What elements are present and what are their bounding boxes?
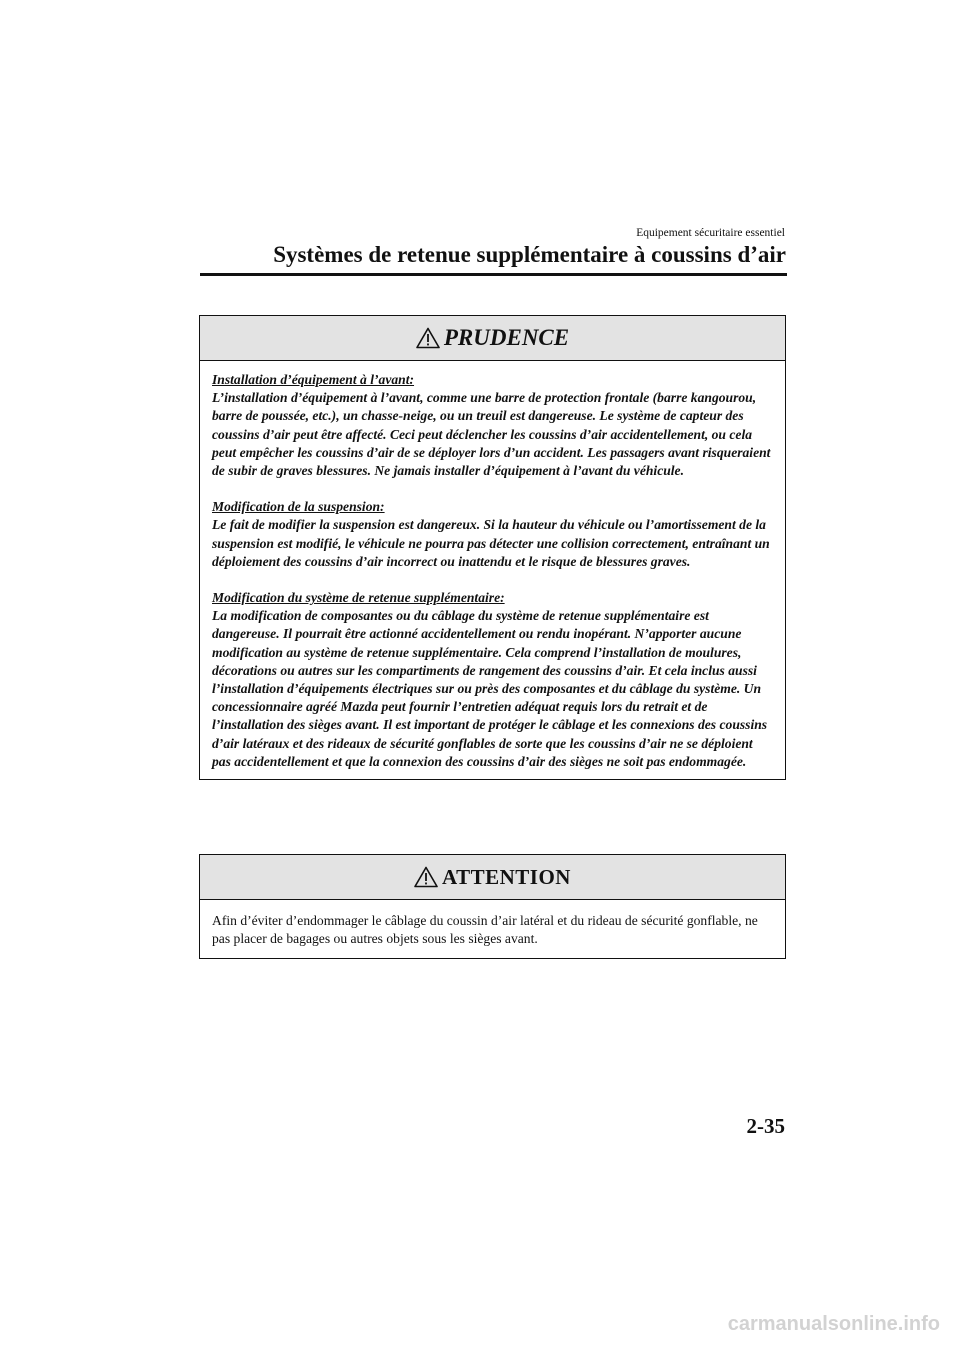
attention-note-box <box>199 854 786 959</box>
prudence-title: PRUDENCE <box>443 325 570 350</box>
section-heading: Installation d’équipement à l’avant: <box>212 372 415 387</box>
section-heading: Modification de la suspension: <box>212 499 385 515</box>
warning-section-restraint-system <box>212 589 773 771</box>
section-text: La modification de composantes ou du câblage du système de retenue supplémentaire est dangereuse. Il pourrait être actionné accidentellement ou rendu inopérant. N’apporter aucune modification au système de retenue supplémentaire. Cela comprend l’installation de moulures, décorations ou autres sur les compartiments de rangement des coussins d’air. Et cela inclus aussi l’installation d’équipements électriques sur ou près des composantes et du câblage du système. Un concessionnaire agréé Mazda peut fournir l’entretien adéquat requis lors du retrait et de l’installation des sièges avant. Il est important de protéger le câblage et les connexions des coussins d’air latéraux et des rideaux de sécurité gonflables de sorte que les coussins d’air ne se déploient pas accidentellement et que la connexion des coussins d’air des sièges ne soit pas endommagée. <box>212 608 768 769</box>
warning-section-front-equipment <box>212 371 773 480</box>
title-divider <box>200 273 787 276</box>
warning-triangle-icon <box>414 866 438 888</box>
chapter-title: Systèmes de retenue supplémentaire à coussins d’air <box>273 242 786 267</box>
page-number: 2-35 <box>746 1114 785 1138</box>
section-text: L’installation d’équipement à l’avant, comme une barre de protection frontale (barre kangourou, barre de poussée, etc.), un chasse-neige, ou un treuil est dangereuse. Le système de capteur des coussins d’air peut être affecté. Ceci peut déclencher les coussins d’air accidentellement, ou cela peut empêcher les coussins d’air de se déployer lors d’un accident. Les passagers avant risqueraient de subir de graves blessures. Ne jamais installer d’équipement à l’avant du véhicule. <box>212 390 771 479</box>
prudence-header <box>200 316 785 361</box>
watermark: carmanualsonline.info <box>727 1313 940 1335</box>
prudence-warning-box <box>199 315 786 780</box>
attention-body: Afin d’éviter d’endommager le câblage du coussin d’air latéral et du rideau de sécurité gonflable, ne pas placer de bagages ou autres objets sous les sièges avant. <box>212 913 758 947</box>
attention-header <box>200 855 785 900</box>
attention-title: ATTENTION <box>442 864 571 889</box>
section-text: Le fait de modifier la suspension est dangereux. Si la hauteur du véhicule ou l’amortissement de la suspension est modifié, le véhicule ne pourra pas détecter une collision correctement, entraînant un déploiement des coussins d’air incorrect ou inattendu et le risque de blessures graves. <box>212 517 770 569</box>
section-heading: Modification du système de retenue supplémentaire: <box>212 590 505 606</box>
warning-section-suspension <box>212 498 773 571</box>
warning-triangle-icon <box>416 327 440 349</box>
prudence-body <box>200 361 785 779</box>
section-label: Equipement sécuritaire essentiel <box>636 227 785 239</box>
